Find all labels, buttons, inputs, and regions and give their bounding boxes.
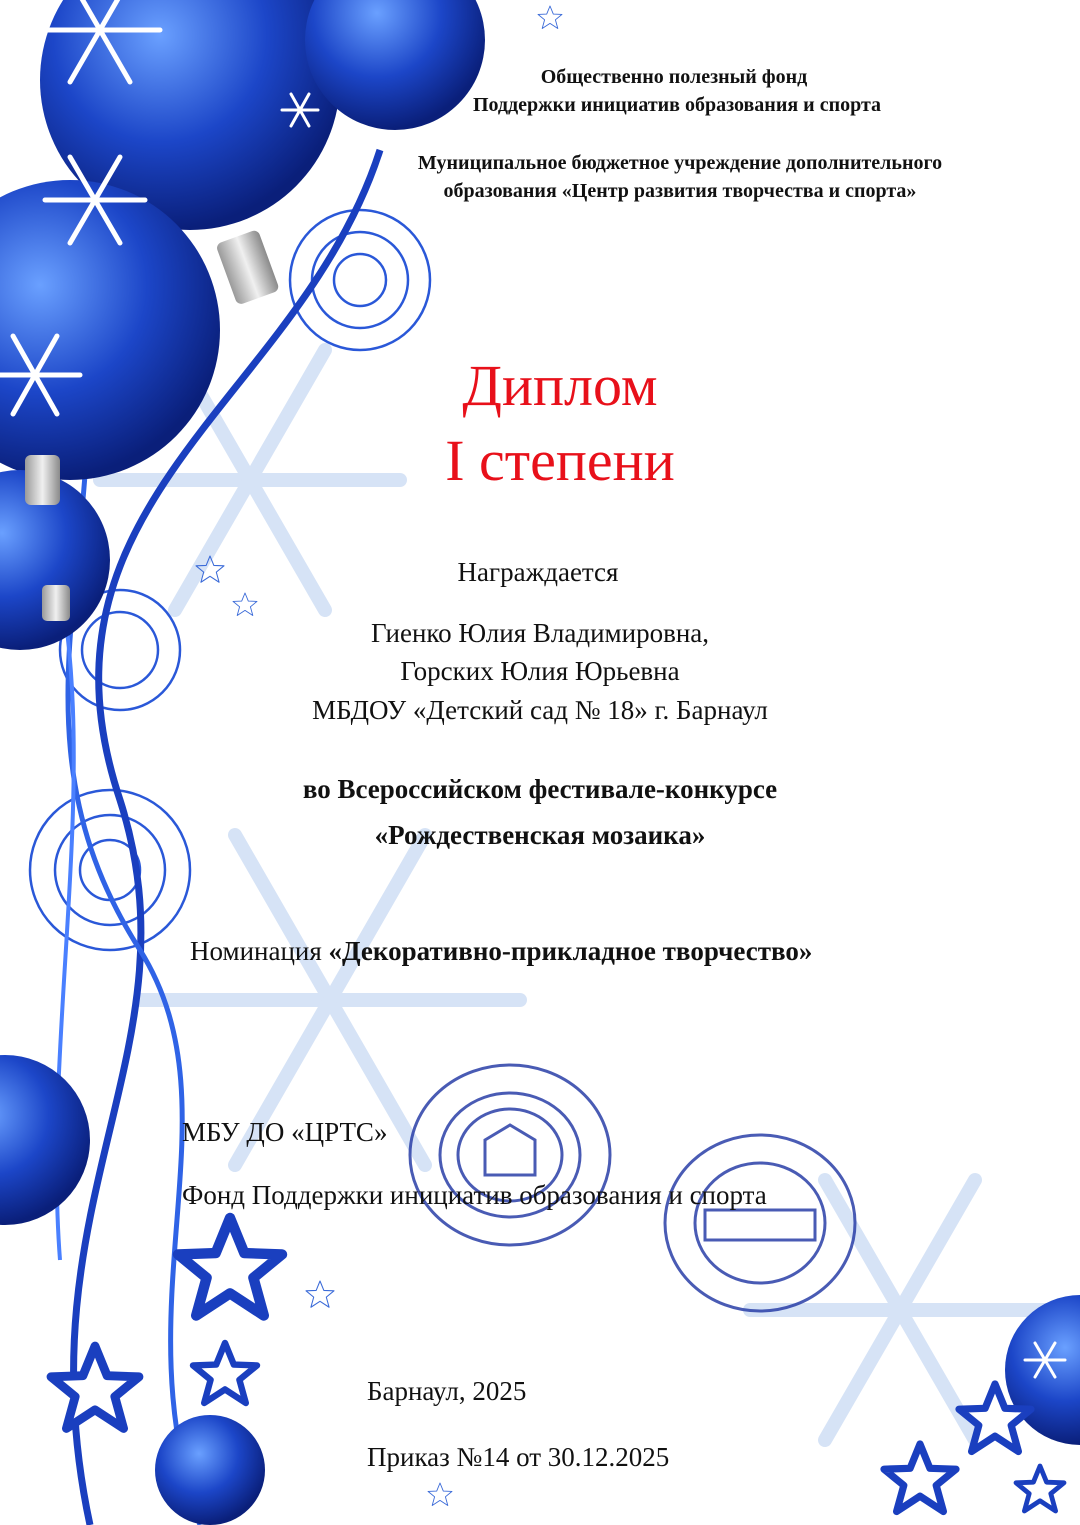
recipient-organization: МБДОУ «Детский сад № 18» г. Барнаул xyxy=(312,695,768,725)
round-seal-icon xyxy=(405,1060,615,1250)
diploma-title: Диплом xyxy=(462,353,658,418)
diploma-degree: I степени xyxy=(445,428,675,493)
signatory-org-1: МБУ ДО «ЦРТС» xyxy=(182,1117,388,1147)
nomination xyxy=(190,932,812,970)
recipient-1: Гиенко Юлия Владимировна, xyxy=(370,618,710,648)
signatory-org-2: Фонд Поддержки инициатив образования и спорта xyxy=(182,1180,767,1210)
fund-name-line-1: Общественно полезный фонд xyxy=(540,66,808,88)
institution-name-line-1: Муниципальное бюджетное учреждение дополнительного xyxy=(417,152,943,174)
fund-name-line-2: Поддержки инициатив образования и спорта xyxy=(472,94,882,116)
contest-line-1: во Всероссийском фестивале-конкурсе xyxy=(302,774,778,804)
nomination-prefix: Номинация xyxy=(190,936,329,966)
recipient-2: Горских Юлия Юрьевна xyxy=(400,656,680,686)
order-reference: Приказ №14 от 30.12.2025 xyxy=(367,1442,670,1472)
nomination-name: «Декоративно-прикладное творчество» xyxy=(328,936,813,966)
institution-name-line-2: образования «Центр развития творчества и спорта» xyxy=(443,180,917,202)
city-and-year: Барнаул, 2025 xyxy=(367,1376,527,1406)
round-seal-icon-fund xyxy=(660,1128,860,1318)
contest-name: «Рождественская мозаика» xyxy=(374,820,706,850)
award-label: Награждается xyxy=(457,557,619,587)
